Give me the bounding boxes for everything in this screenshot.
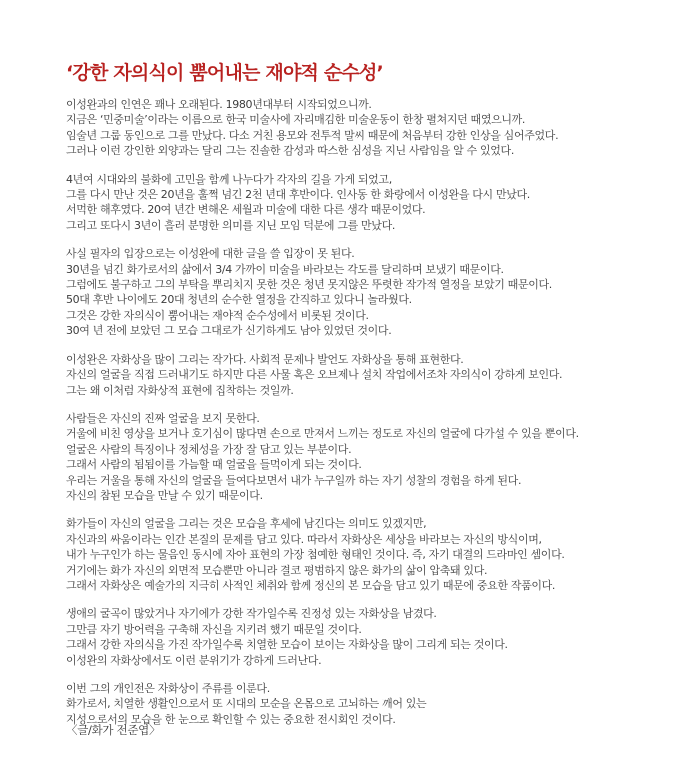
paragraph-line: 지금은 ‘민중미술’이라는 이름으로 한국 미술사에 자리매김한 미술운동이 한창 펼쳐지던 때였으니까.	[66, 113, 526, 127]
paragraph-line: 그리고 또다시 3년이 흘러 분명한 의미를 지닌 모임 덕분에 그를 만났다.	[66, 218, 395, 232]
paragraph-line: 생애의 굴곡이 많았거나 자기에가 강한 작가일수록 진정성 있는 자화상을 남겼다.	[66, 607, 437, 621]
paragraph-line: 그것은 강한 자의식이 뿜어내는 재야적 순수성에서 비롯된 것이다.	[66, 308, 369, 322]
paragraph-line: 지성으로서의 모습을 한 눈으로 확인할 수 있는 중요한 전시회인 것이다.	[66, 712, 396, 726]
paragraph-line: 그래서 강한 자의식을 가진 작가일수록 치열한 모습이 보이는 자화상을 많이 그리게 되는 것이다.	[66, 638, 508, 652]
paragraph-line: 이성완과의 인연은 꽤나 오래된다. 1980년대부터 시작되었으니까.	[66, 98, 372, 111]
paragraph	[66, 681, 696, 727]
paragraph-line: 화가들이 자신의 얼굴을 그리는 것은 모습을 후세에 남긴다는 의미도 있겠지만,	[66, 517, 427, 531]
paragraph	[66, 411, 696, 503]
article-body	[66, 97, 696, 740]
paragraph-line: 그래서 자화상은 예술가의 지극히 사적인 체취와 함께 정신의 본 모습을 담고 있기 때문에 중요한 작품이다.	[66, 578, 556, 592]
paragraph-line: 이성완은 자화상을 많이 그리는 작가다. 사회적 문제나 발언도 자화상을 통해 표현한다.	[66, 352, 464, 366]
paragraph-line: 얼굴은 사람의 특징이나 정체성을 가장 잘 담고 있는 부분이다.	[66, 442, 352, 456]
paragraph-line: 거기에는 화가 자신의 외면적 모습뿐만 아니라 결코 평범하지 않은 화가의 삶이 압축돼 있다.	[66, 563, 488, 577]
paragraph-line: 4년여 시대와의 불화에 고민을 함께 나누다가 각자의 길을 가게 되었고,	[66, 172, 392, 186]
paragraph-line: 자신의 얼굴을 직접 드러내기도 하지만 다른 사물 혹은 오브제나 설치 작업에서조차 자의식이 강하게 보인다.	[66, 368, 563, 382]
paragraph-line: 그래서 사람의 됨됨이를 가늠할 때 얼굴을 들먹이게 되는 것이다.	[66, 458, 362, 472]
paragraph-line: 그를 다시 만난 것은 20년을 훌쩍 넘긴 2천 년대 후반이다. 인사동 한 화랑에서 이성완을 다시 만났다.	[66, 188, 530, 202]
paragraph-line: 50대 후반 나이에도 20대 청년의 순수한 열정을 간직하고 있다니 놀라웠다.	[66, 293, 412, 307]
paragraph-line: 거울에 비친 영상을 보거나 호기심이 많다면 손으로 만져서 느끼는 정도로 자신의 얼굴에 다가설 수 있을 뿐이다.	[66, 427, 579, 441]
article-title: ‘강한 자의식이 뿜어내는 재야적 순수성’	[66, 62, 383, 84]
paragraph-line: 사실 필자의 입장으로는 이성완에 대한 글을 쓸 입장이 못 된다.	[66, 247, 355, 261]
paragraph-line: 그만큼 자기 방어력을 구축해 자신을 지키려 했기 때문일 것이다.	[66, 622, 362, 636]
paragraph	[66, 606, 696, 668]
paragraph	[66, 516, 696, 593]
paragraph-line: 이성완의 자화상에서도 이런 분위기가 강하게 드러난다.	[66, 653, 322, 667]
paragraph	[66, 97, 696, 159]
paragraph-line: 자신의 참된 모습을 만날 수 있기 때문이다.	[66, 488, 263, 502]
paragraph-line: 그는 왜 이처럼 자화상적 표현에 집착하는 것일까.	[66, 383, 294, 397]
paragraph-line: 우리는 거울을 통해 자신의 얼굴을 들여다보면서 내가 누구일까 하는 자기 성찰의 경험을 하게 된다.	[66, 473, 522, 487]
paragraph	[66, 246, 696, 338]
paragraph-line: 내가 누구인가 하는 물음인 동시에 자아 표현의 가장 첨예한 형태인 것이다. 즉, 자기 대결의 드라마인 셈이다.	[66, 548, 565, 562]
author-byline: 〈글/화가 전준엽〉	[66, 723, 161, 737]
paragraph-line: 화가로서, 치열한 생활인으로서 또 시대의 모순을 온몸으로 고뇌하는 깨어 있는	[66, 697, 427, 711]
paragraph-line: 서먹한 해후였다. 20여 년간 변해온 세월과 미술에 대한 다른 생각 때문이었다.	[66, 203, 426, 217]
paragraph-line: 그러나 이런 강인한 외양과는 달리 그는 진솔한 감성과 따스한 심성을 지닌 사람임을 알 수 있었다.	[66, 144, 514, 158]
paragraph	[66, 352, 696, 398]
paragraph	[66, 172, 696, 234]
paragraph-line: 그럼에도 불구하고 그의 부탁을 뿌리치지 못한 것은 청년 못지않은 뚜렷한 작가적 열정을 보았기 때문이다.	[66, 278, 552, 292]
paragraph-line: 자신과의 싸움이라는 인간 본질의 문제를 담고 있다. 따라서 자화상은 세상을 바라보는 자신의 방식이며,	[66, 532, 542, 546]
paragraph-line: 이번 그의 개인전은 자화상이 주류를 이룬다.	[66, 682, 270, 695]
paragraph-line: 사람들은 자신의 진짜 얼굴을 보지 못한다.	[66, 411, 260, 425]
paragraph-line: 임술년 그룹 동인으로 그를 만났다. 다소 거친 용모와 전투적 말씨 때문에 처음부터 강한 인상을 심어주었다.	[66, 128, 559, 142]
paragraph-line: 30여 년 전에 보았던 그 모습 그대로가 신기하게도 남아 있었던 것이다.	[66, 324, 392, 338]
paragraph-line: 30년을 넘긴 화가로서의 삶에서 3/4 가까이 미술을 바라보는 각도를 달리하며 보냈기 때문이다.	[66, 262, 504, 276]
